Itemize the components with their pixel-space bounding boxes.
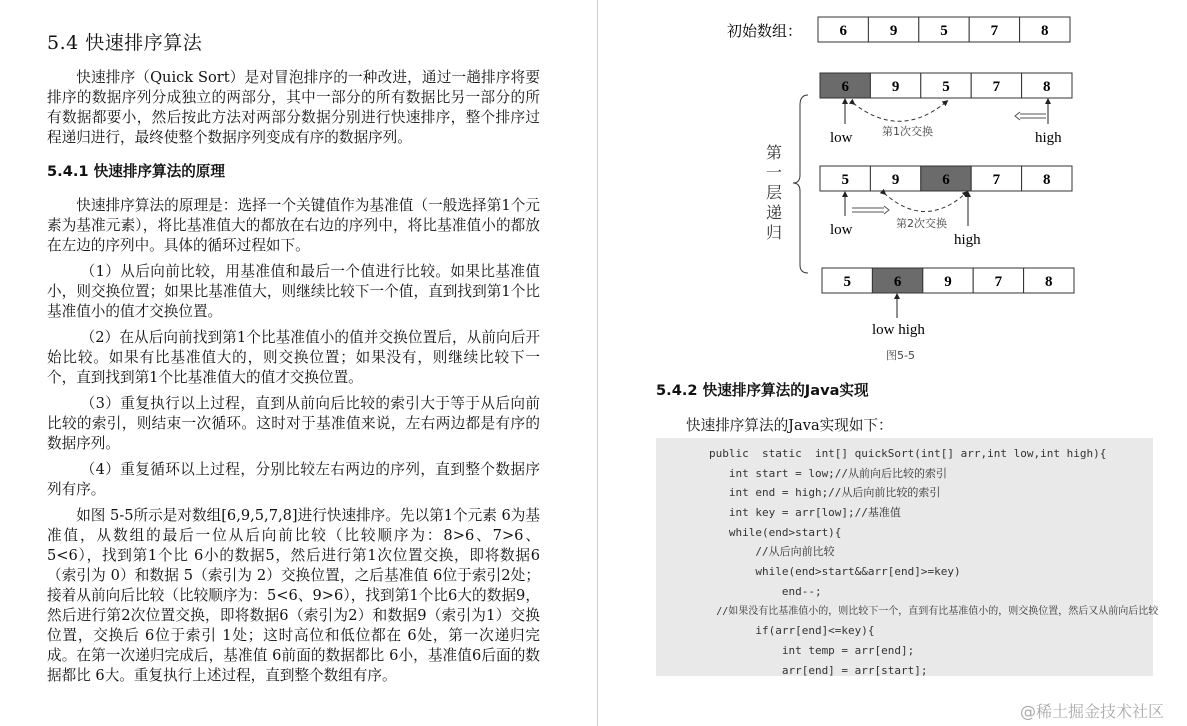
array-cell-value: 9 bbox=[889, 23, 898, 39]
section-heading-java: 5.4.2 快速排序算法的Java实现 bbox=[656, 382, 869, 399]
array-cell-value: 5 bbox=[940, 23, 948, 39]
swap1-label: 第1次交换 bbox=[882, 125, 933, 138]
recursion-char: 层 bbox=[766, 183, 783, 202]
recursion-brace bbox=[793, 95, 808, 273]
code-line: //从后向前比较 bbox=[656, 545, 835, 559]
array-row bbox=[822, 268, 1074, 293]
example-paragraph: 如图 5-5所示是对数组[6,9,5,7,8]进行快速排序。先以第1个元素 6为基准值，从数组的最后一位从后向前比较（比较顺序为：8>6、7>6、5<6），找到第1个比 6小的数据5，然后进行第1次位置交换，即将数据6（索引为 0）和数据 5（索引为 2）交换位置，之后基准值 6位于索引2处；接着从前向后比较（比较顺序为：5<6、9>6），找到第1个比6大的数据9，然后进行第2次位置交换，即将数据6（索引为2）和数据9（索引为1）交换位置，交换后 6位于索引 1处；这时高位和低位都在 6处，第一次递归完成。在第一次递归完成后，基准值 6前面的数据都比 6小，基准值6后面的数据都比 6大。重复执行上述过程，直到整个数组有序。 bbox=[47, 507, 540, 684]
page-divider bbox=[597, 0, 598, 726]
code-line: int key = arr[low];//基准值 bbox=[656, 506, 901, 520]
array-cell-value: 7 bbox=[994, 274, 1003, 290]
principle-paragraph: 快速排序算法的原理是：选择一个关键值作为基准值（一般选择第1个元素为基准元素），将比基准值大的都放在右边的序列中，将比基准值小的都放在左边的序列中。具体的循环过程如下。 bbox=[47, 197, 540, 254]
code-line: end--; bbox=[656, 584, 822, 598]
array-cell-value: 6 bbox=[942, 172, 950, 188]
array-cell-value: 7 bbox=[990, 23, 999, 39]
direction-arrow bbox=[852, 206, 889, 214]
step-paragraph: （1）从后向前比较，用基准值和最后一个值进行比较。如果比基准值小，则交换位置；如果比基准值大，则继续比较下一个值，直到找到第1个比基准值小的值才交换位置。 bbox=[47, 263, 540, 320]
code-line: public static int[] quickSort(int[] arr,int low,int high){ bbox=[656, 447, 1107, 460]
step-paragraph: （3）重复执行以上过程，直到从前向后比较的索引大于等于从后向前比较的索引，则结束一次循环。这时对于基准值来说，左右两边都是有序的数据序列。 bbox=[47, 395, 540, 452]
array-cell-value: 8 bbox=[1043, 79, 1051, 95]
watermark: @稀土掘金技术社区 bbox=[1020, 702, 1165, 721]
code-line: int start = low;//从前向后比较的索引 bbox=[656, 466, 948, 480]
low-label: low bbox=[830, 222, 853, 238]
recursion-char: 递 bbox=[766, 203, 783, 222]
array-cell-value: 8 bbox=[1041, 23, 1049, 39]
section-heading: 5.4.1 快速排序算法的原理 bbox=[47, 163, 225, 180]
code-line: int temp = arr[end]; bbox=[656, 643, 915, 657]
recursion-char: 一 bbox=[766, 163, 783, 182]
array-cell-value: 6 bbox=[893, 274, 902, 290]
chapter-title: 5.4 快速排序算法 bbox=[47, 32, 203, 54]
intro-paragraph: 快速排序（Quick Sort）是对冒泡排序的一种改进，通过一趟排序将要排序的数据序列分成独立的两部分，其中一部分的所有数据比另一部分的所有数据都要小，然后按此方法对两部分数据分别进行快速排序，整个排序过程递归进行，最终使整个数据序列变成有序的数据序列。 bbox=[47, 69, 540, 146]
code-block bbox=[656, 438, 1159, 677]
code-line: int end = high;//从后向前比较的索引 bbox=[656, 486, 941, 500]
high-label: high bbox=[954, 232, 981, 248]
figure-caption: 图5-5 bbox=[886, 349, 915, 362]
high-label: high bbox=[1035, 130, 1062, 146]
array-cell-value: 6 bbox=[841, 79, 849, 95]
recursion-label bbox=[766, 143, 782, 242]
array-cell-value: 9 bbox=[891, 172, 900, 188]
low-high-label: low high bbox=[872, 322, 925, 338]
array-cell-value: 9 bbox=[944, 274, 952, 290]
array-cell-value: 8 bbox=[1045, 274, 1053, 290]
array-cell-value: 7 bbox=[992, 172, 1001, 188]
recursion-char: 归 bbox=[766, 223, 783, 242]
array-cell-value: 5 bbox=[843, 274, 851, 290]
swap2-label: 第2次交换 bbox=[896, 217, 947, 230]
array-row bbox=[820, 166, 1072, 191]
code-line: while(end>start&&arr[end]>=key) bbox=[656, 565, 961, 579]
array-cell-value: 9 bbox=[891, 79, 900, 95]
array-cell-value: 5 bbox=[942, 79, 950, 95]
step-paragraph: （4）重复循环以上过程，分别比较左右两边的序列，直到整个数据序列有序。 bbox=[47, 461, 540, 498]
array-row bbox=[818, 17, 1070, 42]
code-line: while(end>start){ bbox=[656, 525, 842, 539]
recursion-char: 第 bbox=[766, 143, 783, 162]
swap-arc bbox=[853, 102, 946, 121]
swap-arc bbox=[884, 193, 966, 212]
quicksort-figure bbox=[700, 0, 1100, 370]
left-page-body bbox=[47, 68, 540, 692]
low-label: low bbox=[830, 130, 853, 146]
initial-array-label: 初始数组： bbox=[727, 22, 803, 40]
array-cell-value: 5 bbox=[841, 172, 849, 188]
code-line: arr[end] = arr[start]; bbox=[656, 663, 928, 677]
direction-arrow bbox=[1015, 112, 1046, 120]
java-intro-text: 快速排序算法的Java实现如下： bbox=[686, 417, 893, 434]
code-line: //如果没有比基准值小的，则比较下一个，直到有比基准值小的，则交换位置，然后又从前向后比较 bbox=[656, 605, 1159, 617]
array-cell-value: 6 bbox=[839, 23, 847, 39]
array-row bbox=[820, 73, 1072, 98]
array-cell-value: 7 bbox=[992, 79, 1001, 95]
code-line: if(arr[end]<=key){ bbox=[656, 624, 875, 638]
array-cell-value: 8 bbox=[1043, 172, 1051, 188]
step-paragraph: （2）在从后向前找到第1个比基准值小的值并交换位置后，从前向后开始比较。如果有比基准值大的，则交换位置；如果没有，则继续比较下一个，直到找到第1个比基准值大的值才交换位置。 bbox=[47, 329, 540, 386]
